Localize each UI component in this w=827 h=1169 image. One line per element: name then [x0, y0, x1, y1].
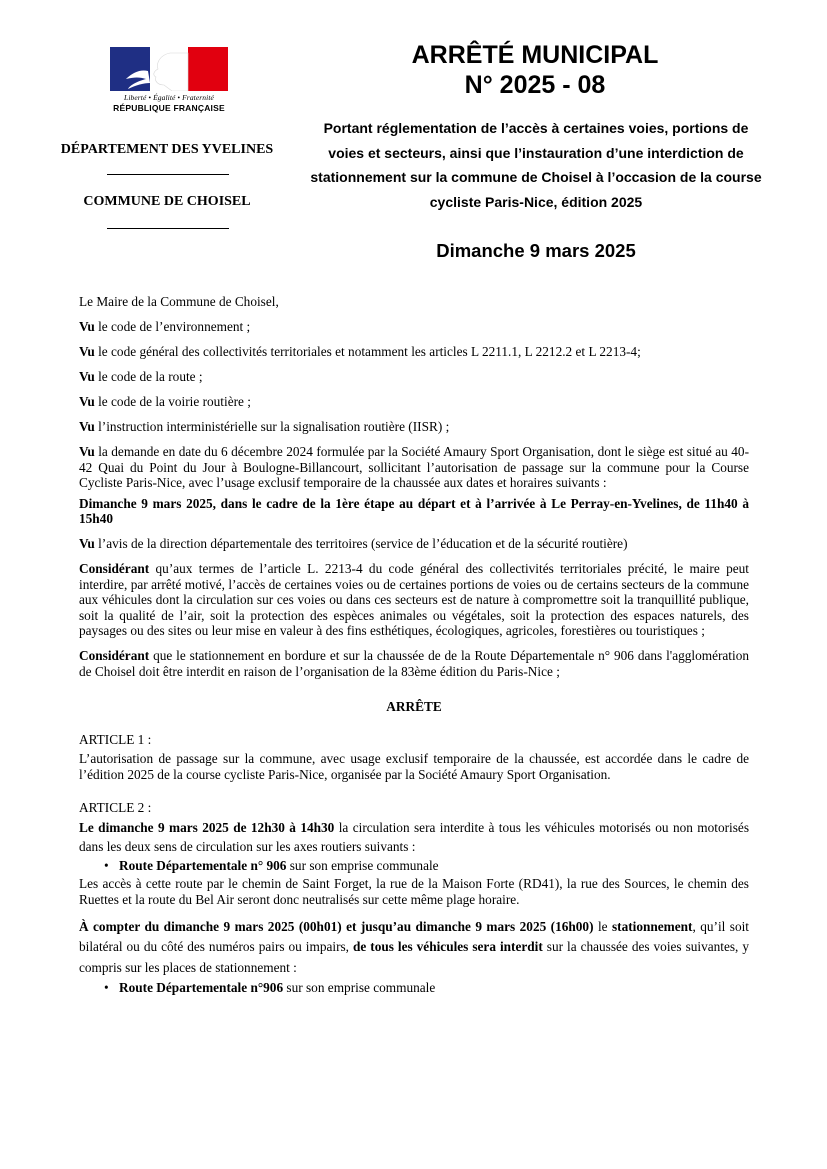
road-list	[79, 980, 749, 996]
access-paragraph: Les accès à cette route par le chemin de Saint Forget, la rue de la Maison Forte (RD41), la rue des Sources, le chemin des Ruettes et la route du Bel Air seront donc neutralisés sur cette même plage horaire.	[79, 876, 749, 907]
marianne-logo	[108, 47, 230, 113]
vu-paragraph: Vu le code général des collectivités territoriales et notamment les articles L 2211.1, L 2212.2 et L 2213-4;	[79, 344, 641, 359]
document-body	[79, 294, 749, 999]
vu-paragraph: Vu l’avis de la direction départementale des territoires (service de l’éducation et de la sécurité routière)	[79, 536, 628, 551]
arrete-heading: ARRÊTE	[386, 699, 442, 714]
parking-paragraph: À compter du dimanche 9 mars 2025 (00h01) et jusqu’au dimanche 9 mars 2025 (16h00) le stationnement, qu’il soit bilatéral ou du côté des numéros pairs ou impairs, de tous les véhicules sera interdit sur la chaussée des voies suivantes, y compris sur les places de stationnement :	[79, 918, 750, 975]
document-number: N° 2025 - 08	[464, 71, 606, 99]
tricolor-flag-icon	[110, 47, 228, 91]
considerant-paragraph: Considérant qu’aux termes de l’article L. 2213-4 du code général des collectivités territoriales précité, le maire peut interdire, par arrêté motivé, l’accès de certaines voies ou de certaines portions de voies ou de certains secteurs de la commune aux véhicules dont la circulation sur ces voies ou dans ces secteurs est de nature à compromettre soit la tranquillité publique, soit la qualité de l’air, soit la protection des espèces animales ou végétales, soit la protection des espaces naturels, des paysages ou des sites ou leur mise en valeur à des fins esthétiques, écologiques, agricoles, forestières ou touristiques ;	[79, 561, 749, 638]
vu-paragraph: Vu la demande en date du 6 décembre 2024 formulée par la Société Amaury Sport Organisation, dont le siège est situé au 40-42 Quai du Point du Jour à Boulogne-Billancourt, sollicitant l’autorisation de passage sur la commune pour la Course Cycliste Paris-Nice, avec l’usage exclusif temporaire de la chaussée aux dates et horaires suivants :	[79, 444, 749, 490]
document-subject: Portant réglementation de l’accès à certaines voies, portions de voies et secteurs, ainsi que l’instauration d’une interdiction de stationnement sur la commune de Choisel à l’occasion de la course cycliste Paris-Nice, édition 2025	[310, 120, 762, 210]
article-2-heading: ARTICLE 2 :	[79, 800, 152, 815]
road-list	[79, 858, 749, 874]
separator-line	[107, 174, 229, 175]
department-name: DÉPARTEMENT DES YVELINES	[60, 142, 274, 157]
vu-paragraph: Vu le code de la route ;	[79, 369, 203, 384]
document-title: ARRÊTÉ MUNICIPAL	[411, 41, 659, 69]
intro-paragraph: Le Maire de la Commune de Choisel,	[79, 294, 279, 309]
list-item: • Route Départementale n°906 sur son emprise communale	[101, 980, 749, 996]
article-1-heading: ARTICLE 1 :	[79, 731, 152, 747]
republic-motto: Liberté • Égalité • Fraternité	[124, 93, 214, 102]
considerant-paragraph: Considérant que le stationnement en bordure et sur la chaussée de de la Route Départementale n° 906 dans l'agglomération de Choisel doit être interdit en raison de l’organisation de la 83ème édition du Paris-Nice ;	[79, 648, 749, 679]
vu-paragraph: Vu l’instruction interministérielle sur la signalisation routière (IISR) ;	[79, 419, 450, 434]
republique-francaise-label: RÉPUBLIQUE FRANÇAISE	[113, 103, 225, 113]
separator-line	[107, 228, 229, 229]
event-details: Dimanche 9 mars 2025, dans le cadre de la 1ère étape au départ et à l’arrivée à Le Perray-en-Yvelines, de 11h40 à 15h40	[79, 495, 749, 526]
article-2-text: Le dimanche 9 mars 2025 de 12h30 à 14h30 la circulation sera interdite à tous les véhicules motorisés ou non motorisés dans les deux sens de circulation sur les axes routiers suivants :	[79, 819, 749, 854]
vu-paragraph: Vu le code de la voirie routière ;	[79, 394, 251, 409]
marianne-profile-icon	[110, 47, 228, 91]
event-date: Dimanche 9 mars 2025	[436, 240, 636, 261]
commune-name: COMMUNE DE CHOISEL	[83, 194, 251, 209]
article-1-text: L’autorisation de passage sur la commune, avec usage exclusif temporaire de la chaussée, est accordée dans le cadre de l’édition 2025 de la course cycliste Paris-Nice, organisée par la Société Amaury Sport Organisation.	[79, 751, 749, 782]
list-item: • Route Départementale n° 906 sur son emprise communale	[101, 858, 749, 874]
vu-paragraph: Vu le code de l’environnement ;	[79, 319, 251, 334]
